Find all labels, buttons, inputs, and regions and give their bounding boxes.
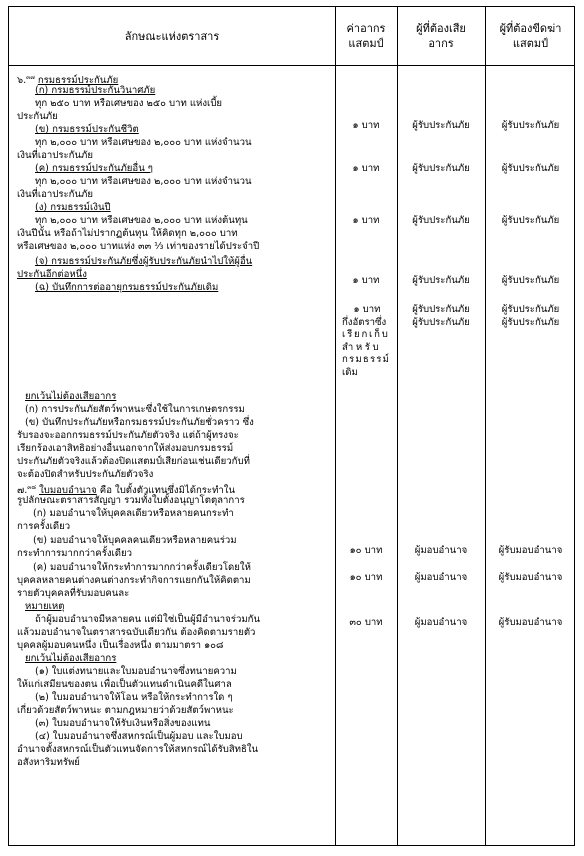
s6-a-canceller: ผู้รับประกันภัย xyxy=(501,120,560,131)
s7-c-payer: ผู้มอบอำนาจ xyxy=(414,617,468,628)
s6-b-text: เงินที่เอาประกันภัย xyxy=(17,150,93,161)
s6-f-payer: ผู้รับประกันภัย xyxy=(412,317,470,328)
s6-a-payer: ผู้รับประกันภัย xyxy=(412,120,470,131)
s6-exempt-text: ประกันภัยตัวจริงแล้วต้องปิดแสตมป์เสียก่อนเช่นเดียวกับที่ xyxy=(17,456,250,467)
s6-d-text: ทุก ๒,๐๐๐ บาท หรือเศษของ ๒,๐๐๐ บาท แห่งต้นทุน xyxy=(35,215,248,226)
s7-b-text: กระทำการมากกว่าครั้งเดียว xyxy=(17,548,133,559)
section-7-heading: ๗.$^{๓๘}$ ใบมอบอำนาจ คือ ใบตั้งตัวแทนซึ่งมิได้กระทำใน xyxy=(17,484,236,497)
header-duty-payer: ผู้ที่ต้องเสีย อากร xyxy=(416,22,466,50)
s7-exempt-text: (๑) ใบแต่งทนายและใบมอบอำนาจซึ่งทนายความ xyxy=(35,666,237,677)
s7-c-canceller: ผู้รับมอบอำนาจ xyxy=(498,617,563,628)
s7-note-text: แล้วมอบอำนาจในตราสารฉบับเดียวกัน ต้องคิดตามรายตัว xyxy=(17,627,256,638)
s6-c-text: เงินที่เอาประกันภัย xyxy=(17,189,93,200)
section-6-heading: ๖.$^{๓๗}$ กรมธรรม์ประกันภัย xyxy=(17,74,119,87)
s6-exempt-text: เรียกร้องเอาสิทธิอย่างอื่นนอกจากให้ส่งมอบกรมธรรม์ xyxy=(17,443,234,454)
column-divider xyxy=(485,7,486,845)
s6-a-fee: ๑ บาท xyxy=(352,120,380,131)
column-divider xyxy=(397,7,398,845)
s6-a-text: ทุก ๒๕๐ บาท หรือเศษของ ๒๕๐ บาท แห่งเบี้ย xyxy=(35,98,223,109)
s7-c-text: (ค) มอบอำนาจให้กระทำการมากกว่าครั้งเดียวโดยให้ xyxy=(33,562,251,573)
s7-b-text: (ข) มอบอำนาจให้บุคคลคนเดียวหรือหลายคนร่วม xyxy=(33,535,237,546)
s6-b-canceller: ผู้รับประกันภัย xyxy=(501,163,560,174)
s7-exempt-text: เกี่ยวด้วยสัตว์พาหนะ ตามกฎหมายว่าด้วยสัตว์พาหนะ xyxy=(17,705,234,716)
s7-exempt-title: ยกเว้นไม่ต้องเสียอากร xyxy=(25,653,117,664)
s7-exempt-text: (๔) ใบมอบอำนาจซึ่งสหกรณ์เป็นผู้มอบ และใบมอบ xyxy=(35,731,243,742)
s6-c-fee: ๑ บาท xyxy=(352,215,380,226)
s7-c-fee: ๓๐ บาท xyxy=(349,617,383,628)
s7-exempt-text: อสังหาริมทรัพย์ xyxy=(17,757,80,768)
s7-a-fee: ๑๐ บาท xyxy=(349,545,383,556)
s7-b-fee: ๑๐ บาท xyxy=(349,572,383,583)
s7-c-text: บุคคลหลายคนต่างคนต่างกระทำกิจการแยกกันให้คิดตาม xyxy=(17,575,251,586)
s6-e-fee: ๑ บาท กึ่งอัตราซึ่ง เรียกเก็บ สำหรับ กรมธรรม์ เดิม xyxy=(342,304,391,378)
s7-exempt-text: (๒) ใบมอบอำนาจให้โอน หรือให้กระทำการใด ๆ xyxy=(35,692,233,703)
s6-exempt-text: (ก) การประกันภัยสัตว์พาหนะซึ่งใช้ในการเกษตรกรรม xyxy=(25,404,245,415)
stamp-duty-table xyxy=(8,6,575,846)
header-document-type: ลักษณะแห่งตราสาร xyxy=(124,29,220,43)
s6-e-payer: ผู้รับประกันภัย xyxy=(412,304,470,315)
s6-exempt-title: ยกเว้นไม่ต้องเสียอากร xyxy=(25,391,117,402)
s7-a-payer: ผู้มอบอำนาจ xyxy=(414,545,468,556)
s6-f-title: (ฉ) บันทึกการต่ออายุกรมธรรม์ประกันภัยเดิม xyxy=(35,282,219,293)
s7-a-text: (ก) มอบอำนาจให้บุคคลเดียวหรือหลายคนกระทำ xyxy=(33,508,234,519)
s6-c-text: ทุก ๒,๐๐๐ บาท หรือเศษของ ๒,๐๐๐ บาท แห่งจำนวน xyxy=(35,176,252,187)
s6-a-text: ประกันภัย xyxy=(17,111,58,122)
s7-exempt-text: ให้แก่เสมียนของตน เพื่อเป็นตัวแทนดำเนินคดีในศาล xyxy=(17,679,232,690)
s6-d-title: (ง) กรมธรรม์เงินปี xyxy=(35,202,111,213)
s7-heading-text: รูปลักษณะตราสารสัญญา รวมทั้งใบตั้งอนุญาโตตุลาการ xyxy=(17,495,245,506)
s6-exempt-text: (ข) บันทึกประกันภัยหรือกรมธรรม์ประกันภัยชั่วคราว ซึ่ง xyxy=(25,417,254,428)
s6-e-text: ประกันอีกต่อหนึ่ง xyxy=(17,269,87,280)
s6-e-text: (จ) กรมธรรม์ประกันภัยซึ่งผู้รับประกันภัยนำไปให้ผู้อื่น xyxy=(35,256,253,267)
s6-d-fee: ๑ บาท xyxy=(352,275,380,286)
s7-c-text: รายตัวบุคคลที่รับมอบคนละ xyxy=(17,588,130,599)
s6-b-text: ทุก ๒,๐๐๐ บาท หรือเศษของ ๒,๐๐๐ บาท แห่งจำนวน xyxy=(35,137,252,148)
s6-c-canceller: ผู้รับประกันภัย xyxy=(501,215,560,226)
header-stamp-duty: ค่าอากร แสตมป์ xyxy=(346,22,386,50)
s6-b-fee: ๑ บาท xyxy=(352,163,380,174)
s6-d-payer: ผู้รับประกันภัย xyxy=(412,275,470,286)
s6-b-payer: ผู้รับประกันภัย xyxy=(412,163,470,174)
s7-b-payer: ผู้มอบอำนาจ xyxy=(414,572,468,583)
s7-note-text: บุคคลผู้มอบคนหนึ่ง เป็นเรื่องหนึ่ง ตามมาตรา ๑๐๘ xyxy=(17,640,224,651)
s7-a-text: การครั้งเดียว xyxy=(17,521,71,532)
s6-d-text: หรือเศษของ ๒,๐๐๐ บาทแห่ง ๓๓ ⅓ เท่าของรายได้ประจำปี xyxy=(17,241,260,252)
header-stamp-canceller: ผู้ที่ต้องขีดฆ่า แสตมป์ xyxy=(499,22,562,50)
s6-f-canceller: ผู้รับประกันภัย xyxy=(501,317,560,328)
column-divider xyxy=(335,7,336,845)
s7-a-canceller: ผู้รับมอบอำนาจ xyxy=(498,545,563,556)
s7-b-canceller: ผู้รับมอบอำนาจ xyxy=(498,572,563,583)
s6-c-payer: ผู้รับประกันภัย xyxy=(412,215,470,226)
s7-note-text: ถ้าผู้มอบอำนาจมีหลายคน แต่มิใช่เป็นผู้มีอำนาจร่วมกัน xyxy=(35,614,261,625)
s6-e-canceller: ผู้รับประกันภัย xyxy=(501,304,560,315)
s7-exempt-text: (๓) ใบมอบอำนาจให้รับเงินหรือสิ่งของแทน xyxy=(35,718,211,729)
s7-exempt-text: อำนาจตั้งสหกรณ์เป็นตัวแทนจัดการให้สหกรณ์ได้รับสิทธิใน xyxy=(17,744,259,755)
s6-b-title: (ข) กรมธรรม์ประกันชีวิต xyxy=(35,124,139,135)
s6-d-text: เงินปีนั้น หรือถ้าไม่ปรากฏต้นทุน ให้คิดทุก ๒,๐๐๐ บาท xyxy=(17,228,238,239)
s6-exempt-text: จะต้องปิดสำหรับประกันภัยตัวจริง xyxy=(17,469,154,480)
header-divider xyxy=(9,65,574,66)
s6-c-title: (ค) กรมธรรม์ประกันภัยอื่น ๆ xyxy=(35,163,153,174)
s6-d-canceller: ผู้รับประกันภัย xyxy=(501,275,560,286)
s7-note-title: หมายเหตุ xyxy=(25,601,65,612)
s6-a-title: (ก) กรมธรรม์ประกันวินาศภัย xyxy=(35,85,156,96)
s6-exempt-text: รับรองจะออกกรมธรรม์ประกันภัยตัวจริง แต่ถ้าผู้ทรงจะ xyxy=(17,430,239,441)
